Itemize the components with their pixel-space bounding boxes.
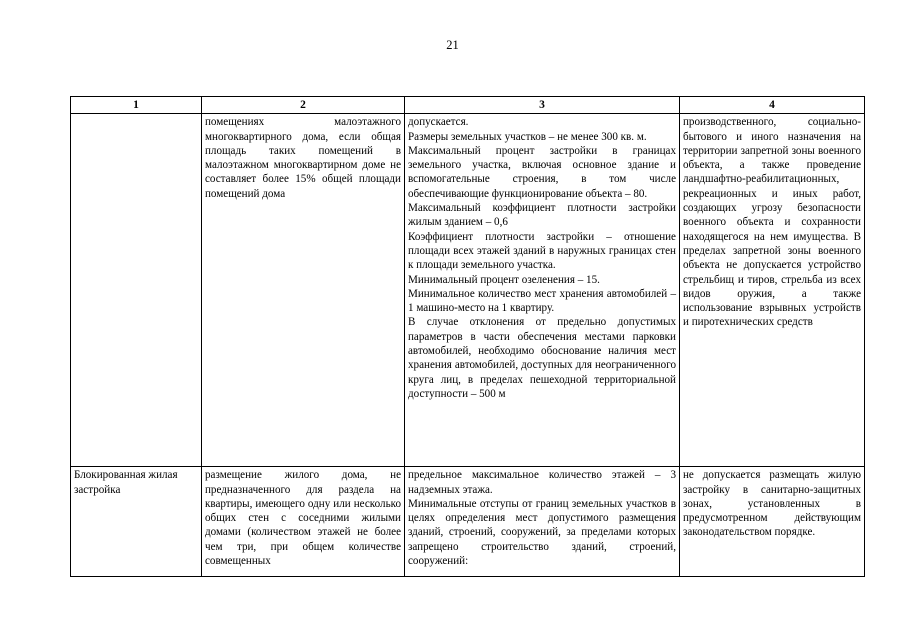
cell-paragraph: допускается. xyxy=(408,116,469,129)
land-use-type-cell: Блокированная жилая застройка xyxy=(71,467,202,577)
regulations-table xyxy=(70,96,865,577)
cell-paragraph: не допускается размещать жилую застройку в санитарно-защитных зонах, установленных в предусмотренном действующим законодательством порядке. xyxy=(683,469,861,539)
cell-paragraph: Максимальный процент застройки в границах земельного участка, включая основное здание и вспомогательные строения, в том числе обеспечивающие функционирование объекта – 80. xyxy=(408,144,676,200)
cell-paragraph: Минимальное количество мест хранения автомобилей – 1 машино-место на 1 квартиру. xyxy=(408,287,676,315)
page-number: 21 xyxy=(446,38,459,52)
cell-paragraph: Коэффициент плотности застройки – отношение площади всех этажей зданий в наружных границах стен к площади земельного участка. xyxy=(408,230,676,272)
parameters-cell xyxy=(405,467,680,577)
cell-paragraph: размещение жилого дома, не предназначенного для раздела на квартиры, имеющего одну или несколько общих стен с соседними жилыми домами (количеством этажей не более чем три, при общем количестве совмещенных xyxy=(205,469,401,568)
cell-paragraph: Размеры земельных участков – не менее 300 кв. м. xyxy=(408,130,647,143)
restrictions-cell xyxy=(680,114,865,467)
column-header: 4 xyxy=(680,97,865,114)
cell-paragraph: Максимальный коэффициент плотности застройки жилым зданием – 0,6 xyxy=(408,202,676,229)
land-use-type-cell xyxy=(71,114,202,467)
cell-paragraph: предельное максимальное количество этажей – 3 надземных этажа. xyxy=(408,469,676,496)
cell-paragraph: Минимальный процент озеленения – 15. xyxy=(408,273,600,286)
description-cell xyxy=(202,114,405,467)
cell-paragraph: помещениях малоэтажного многоквартирного дома, если общая площадь таких помещений в малоэтажном многоквартирном доме не составляет более 15% общей площади помещений дома xyxy=(205,116,401,200)
cell-paragraph: Минимальные отступы от границ земельных участков в целях определения мест допустимого размещения зданий, строений, сооружений, за пределами которых запрещено строительство зданий, строений, сооружений: xyxy=(408,497,676,568)
parameters-cell xyxy=(405,114,680,467)
table-row xyxy=(71,114,865,467)
restrictions-cell xyxy=(680,467,865,577)
cell-paragraph: производственного, социально-бытового и иного назначения на территории запретной зоны военного объекта, а также проведение ландшафтно-реабилитационных, рекреационных и иных работ, создающих угрозу безопасности военного объекта и сохранности находящегося на нем имущества. В пределах запретной зоны военного объекта не допускается устройство стрельбищ и тиров, стрельба из всех видов оружия, а также использование взрывных устройств и пиротехнических средств xyxy=(683,116,861,329)
table-row xyxy=(71,467,865,577)
cell-paragraph: В случае отклонения от предельно допустимых параметров в части обеспечения местами парковки автомобилей, необходимо обоснование наличия мест хранения автомобилей, доступных для неограниченного круга лиц, в пределах пешеходной территориальной доступности – 500 м xyxy=(408,316,676,400)
column-header: 1 xyxy=(71,97,202,114)
column-header: 2 xyxy=(202,97,405,114)
table-header-row xyxy=(71,97,865,114)
column-header: 3 xyxy=(405,97,680,114)
description-cell xyxy=(202,467,405,577)
